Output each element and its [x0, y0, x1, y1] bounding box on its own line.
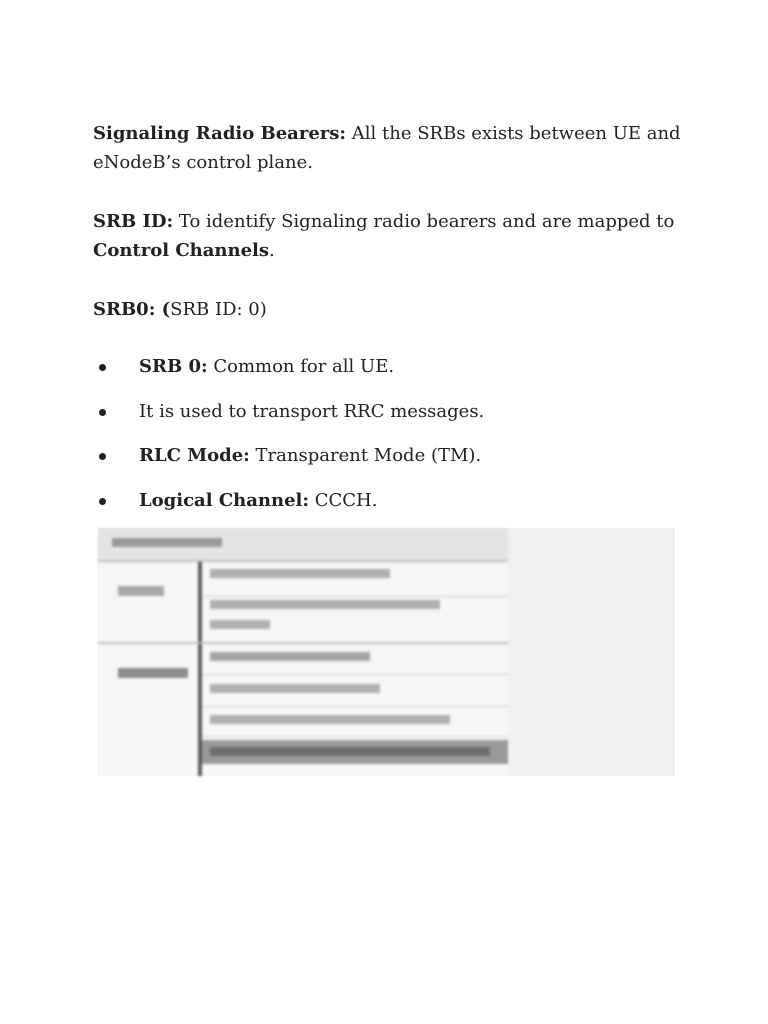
- cell-smudge: [210, 747, 490, 756]
- list-item-text: Common for all UE.: [207, 356, 395, 377]
- cell-smudge: [210, 684, 380, 693]
- bullet-icon: [99, 409, 106, 416]
- intro-title: Signaling Radio Bearers:: [93, 123, 347, 144]
- bullet-icon: [99, 364, 106, 371]
- row-divider: [202, 736, 508, 737]
- bullet-icon: [99, 498, 106, 505]
- rrc-messages-table-image: [98, 528, 675, 776]
- header-smudge: [112, 538, 222, 547]
- list-item: [93, 486, 683, 531]
- group-label-smudge: [118, 668, 188, 678]
- list-item-label: RLC Mode:: [139, 445, 250, 466]
- bullet-icon: [99, 453, 106, 460]
- srb0-title: SRB0: (: [93, 299, 171, 320]
- srb-id-text: To identify Signaling radio bearers and are mapped to: [173, 211, 675, 232]
- intro-paragraph: [93, 119, 683, 177]
- list-item: [93, 397, 683, 442]
- row-divider: [202, 596, 508, 597]
- srb0-properties-list: [93, 352, 683, 530]
- list-item: [93, 352, 683, 397]
- group-divider: [98, 642, 508, 644]
- cell-smudge: [210, 569, 390, 578]
- srb-id-title: SRB ID:: [93, 211, 174, 232]
- row-divider: [202, 674, 508, 675]
- intro-text: All the SRBs exists between UE and eNodeB’s control plane.: [93, 123, 681, 173]
- list-item-label: SRB 0:: [139, 356, 208, 377]
- srb0-text: SRB ID: 0): [170, 299, 267, 320]
- srb-id-text-end: .: [269, 240, 275, 261]
- list-item-text: CCCH.: [309, 489, 378, 511]
- cell-smudge: [210, 715, 450, 724]
- cell-smudge: [210, 620, 270, 629]
- list-item-label: Logical Channel:: [139, 489, 309, 511]
- list-item: [93, 441, 683, 486]
- srb-id-paragraph: [93, 207, 683, 265]
- srb0-heading: [93, 295, 683, 324]
- group-label-smudge: [118, 586, 164, 596]
- row-divider: [202, 706, 508, 707]
- control-channels-term: Control Channels: [93, 240, 270, 261]
- list-item-text: Transparent Mode (TM).: [249, 445, 482, 466]
- blurred-table: [98, 528, 508, 776]
- cell-smudge: [210, 652, 370, 661]
- cell-smudge: [210, 600, 440, 609]
- list-item-text: It is used to transport RRC messages.: [139, 400, 485, 422]
